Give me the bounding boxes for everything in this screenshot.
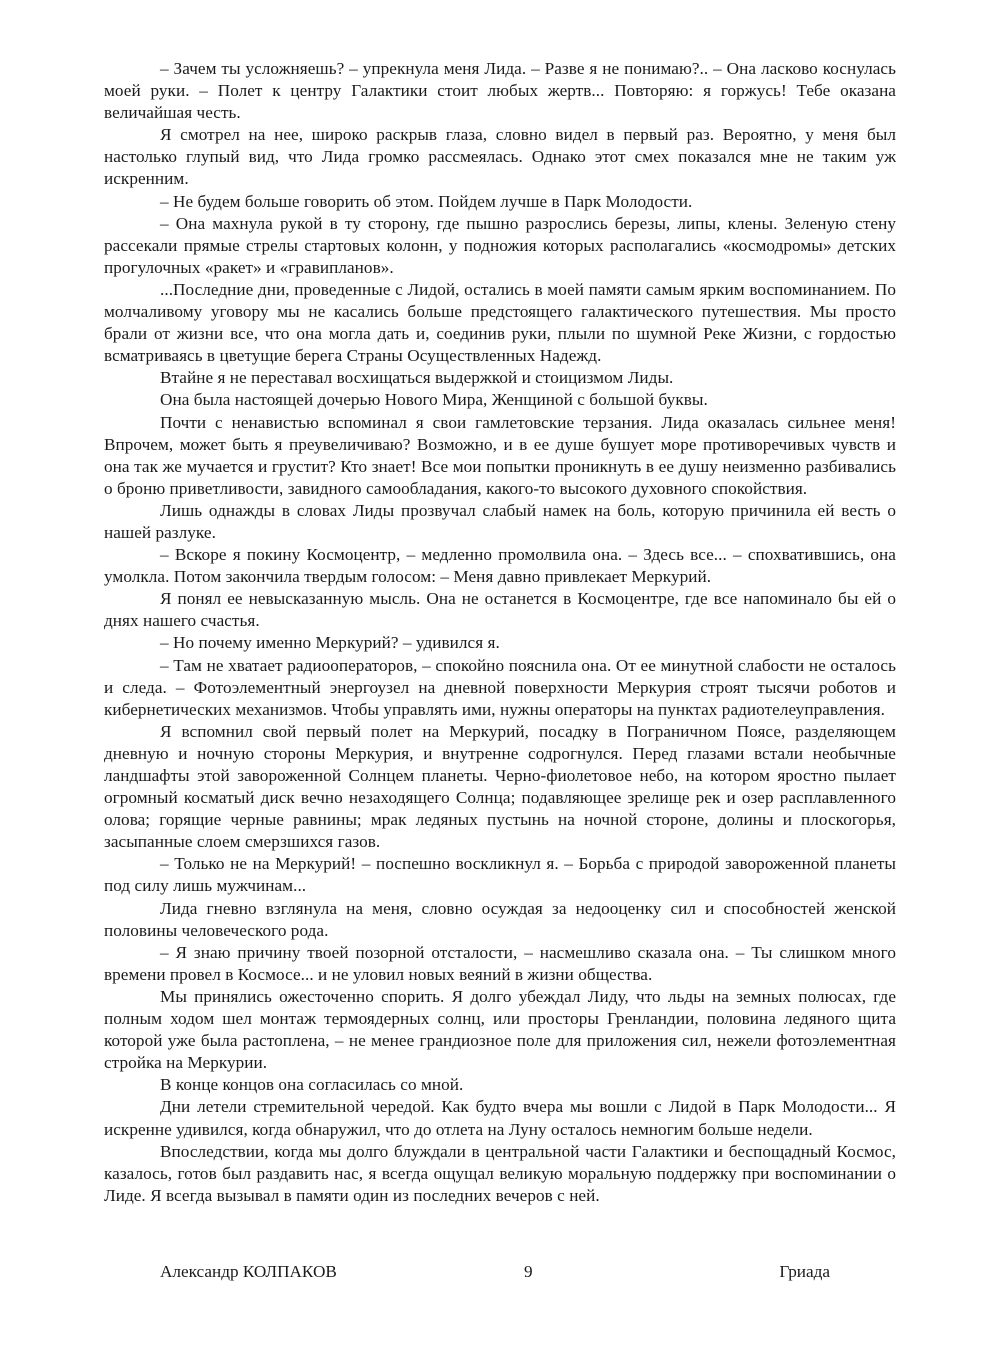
paragraph-6: Втайне я не переставал восхищаться выдержкой и стоицизмом Лиды. [160,368,674,388]
paragraph-8: Почти с ненавистью вспоминал я свои гамлетовские терзания. Лида оказалась сильнее меня! Впрочем, может быть я преувеличиваю? Возможно, и в ее душе бушует море противоречивых чувств и она так же мучается и грустит? Кто знает! Все мои попытки проникнуть в ее душу неизменно разбивались о броню приветливости, завидного самообладания, какого-то высокого духовного спокойствия. [104,412,896,498]
paragraph-9: Лишь однажды в словах Лиды прозвучал слабый намек на боль, которую причинила ей весть о нашей разлуке. [104,500,896,542]
paragraph-13: – Там не хватает радиооператоров, – спокойно пояснила она. От ее минутной слабости не осталось и следа. – Фотоэлементный энергоузел на дневной поверхности Меркурия строят тысячи роботов и кибернетических механизмов. Чтобы управлять ими, нужны операторы на пунктах радиотелеуправления. [104,655,896,719]
paragraph-14: Я вспомнил свой первый полет на Меркурий, посадку в Пограничном Поясе, разделяющем дневную и ночную стороны Меркурия, и внутренне содрогнулся. Перед глазами встали необычные ландшафты этой завороженной Солнцем планеты. Черно-фиолетовое небо, на котором яростно пылает огромный косматый диск вечно незаходящего Солнца; подавляющее зрелище рек и озер расплавленного олова; горящие черные равнины; мрак ледяных пустынь на ночной стороне, долины и плоскогорья, засыпанные слоем смерзшихся газов. [104,721,896,852]
paragraph-18: Мы принялись ожесточенно спорить. Я долго убеждал Лиду, что льды на земных полюсах, где полным ходом шел монтаж термоядерных солнц, или просторы Гренландии, половина ледяного щита которой уже была растоплена, – не менее грандиозное поле для приложения сил, нежели фотоэлементная стройка на Меркурии. [104,986,896,1073]
paragraph-17: – Я знаю причину твоей позорной отсталости, – насмешливо сказала она. – Ты слишком много времени провел в Космосе... и не уловил новых веяний в жизни общества. [104,942,896,984]
paragraph-21: Впоследствии, когда мы долго блуждали в центральной части Галактики и беспощадный Космос, казалось, готов был раздавить нас, я всегда ощущал великую моральную поддержку при воспоминании о Лиде. Я всегда вызывал в памяти один из последних вечеров с ней. [104,1141,896,1205]
paragraph-7: Она была настоящей дочерью Нового Мира, Женщиной с большой буквы. [160,390,708,410]
page-body [104,58,896,1207]
paragraph-4: – Она махнула рукой в ту сторону, где пышно разрослись березы, липы, клены. Зеленую стену рассекали прямые стрелы стартовых колонн, у подножия которых располагались «космодромы» детских прогулочных «ракет» и «гравипланов». [104,213,896,277]
paragraph-20: Дни летели стремительной чередой. Как будто вчера мы вошли с Лидой в Парк Молодости... Я искренне удивился, когда обнаружил, что до отлета на Луну осталось немногим больше недели. [104,1097,896,1139]
paragraph-16: Лида гневно взглянула на меня, словно осуждая за недооценку сил и способностей женской половины человеческого рода. [104,898,896,940]
paragraph-5: ...Последние дни, проведенные с Лидой, остались в моей памяти самым ярким воспоминанием. По молчаливому уговору мы не касались больше предстоящего галактического путешествия. Мы просто брали от жизни все, что она могла дать и, соединив руки, плыли по шумной Реке Жизни, с гордостью всматриваясь в цветущие берега Страны Осуществленных Надежд. [104,279,896,366]
footer-author: Александр КОЛПАКОВ [160,1262,337,1281]
paragraph-19: В конце концов она согласилась со мной. [160,1075,464,1095]
page-footer [104,1259,896,1285]
paragraph-2: Я смотрел на нее, широко раскрыв глаза, словно видел в первый раз. Вероятно, у меня был настолько глупый вид, что Лида громко рассмеялась. Однако этот смех показался мне не таким уж искренним. [104,125,896,189]
paragraph-15: – Только не на Меркурий! – поспешно воскликнул я. – Борьба с природой завороженной планеты под силу лишь мужчинам... [104,854,896,896]
book-title: Гриада [779,1262,830,1281]
page-number: 9 [524,1262,533,1281]
paragraph-3: – Не будем больше говорить об этом. Пойдем лучше в Парк Молодости. [160,191,693,211]
paragraph-1: – Зачем ты усложняешь? – упрекнула меня Лида. – Разве я не понимаю?.. – Она ласково коснулась моей руки. – Полет к центру Галактики стоит любых жертв... Повторяю: я горжусь! Тебе оказана величайшая честь. [104,59,896,123]
paragraph-11: Я понял ее невысказанную мысль. Она не останется в Космоцентре, где все напоминало бы ей о днях нашего счастья. [104,589,896,631]
paragraph-12: – Но почему именно Меркурий? – удивился я. [160,633,500,653]
paragraph-10: – Вскоре я покину Космоцентр, – медленно промолвила она. – Здесь все... – спохватившись, она умолкла. Потом закончила твердым голосом: – Меня давно привлекает Меркурий. [104,545,896,587]
